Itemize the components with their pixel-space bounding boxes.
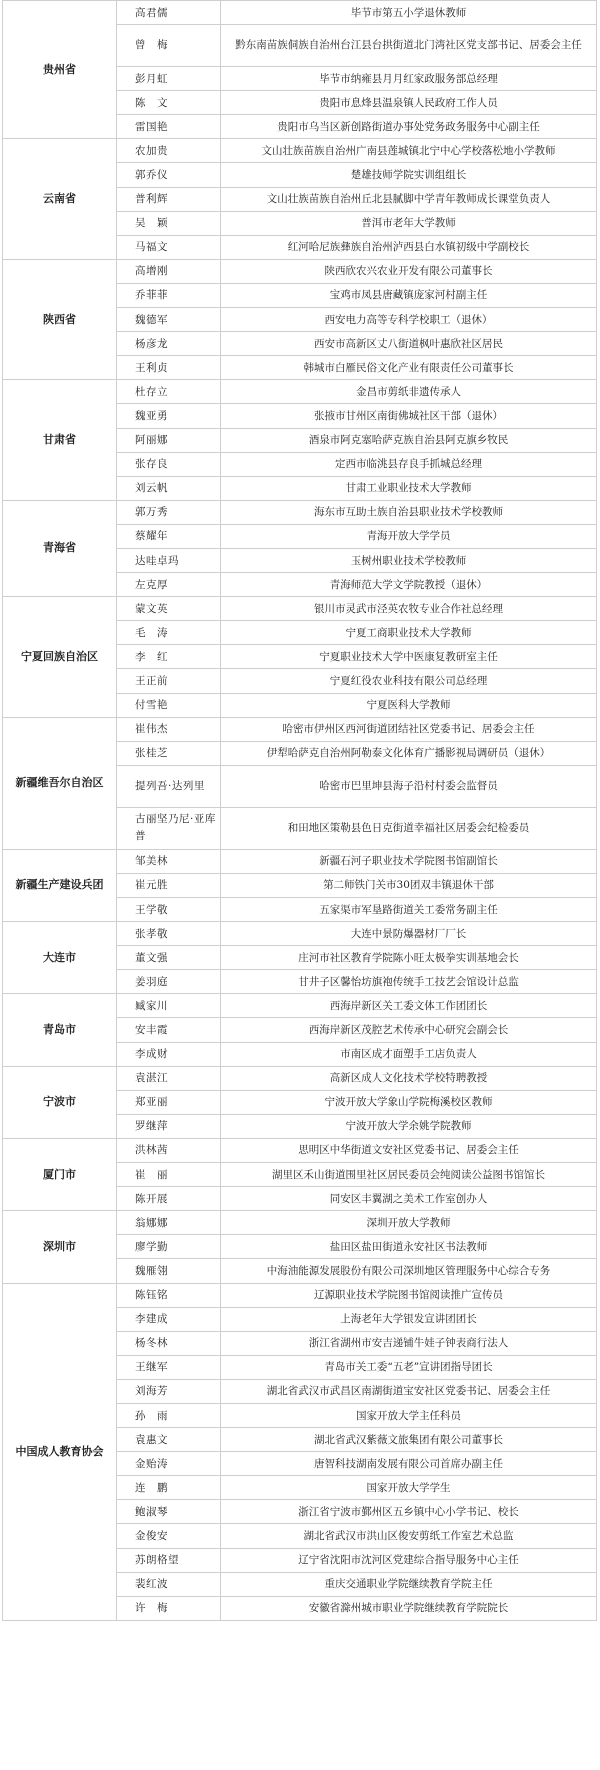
- person-name-cell: 罗继萍: [117, 1114, 221, 1138]
- person-name-cell: 安丰霞: [117, 1018, 221, 1042]
- region-cell: 大连市: [3, 922, 117, 994]
- region-cell: 宁夏回族自治区: [3, 597, 117, 717]
- person-name-cell: 阿丽娜: [117, 428, 221, 452]
- person-name-cell: 农加贵: [117, 139, 221, 163]
- person-name-cell: 许 梅: [117, 1596, 221, 1620]
- unit-cell: 青海师范大学文学院教授（退休）: [221, 573, 597, 597]
- unit-cell: 宁夏医科大学教师: [221, 693, 597, 717]
- region-cell: 厦门市: [3, 1138, 117, 1210]
- unit-cell: 辽源职业技术学院图书馆阅读推广宣传员: [221, 1283, 597, 1307]
- region-cell: 新疆维吾尔自治区: [3, 717, 117, 849]
- unit-cell: 宁波开放大学余姚学院教师: [221, 1114, 597, 1138]
- person-name-cell: 蔡耀年: [117, 524, 221, 548]
- person-name-cell: 雷国艳: [117, 115, 221, 139]
- unit-cell: 国家开放大学学生: [221, 1476, 597, 1500]
- unit-cell: 毕节市第五小学退休教师: [221, 1, 597, 25]
- region-cell: 云南省: [3, 139, 117, 259]
- unit-cell: 浙江省湖州市安吉递铺牛娃子钟表商行法人: [221, 1331, 597, 1355]
- person-name-cell: 鲍淑琴: [117, 1500, 221, 1524]
- person-name-cell: 邹美林: [117, 849, 221, 873]
- unit-cell: 湖里区禾山街道围里社区居民委员会纯阅读公益图书馆馆长: [221, 1163, 597, 1187]
- unit-cell: 韩城市白雁民俗文化产业有限责任公司董事长: [221, 356, 597, 380]
- unit-cell: 陕西欣农兴农业开发有限公司董事长: [221, 259, 597, 283]
- person-name-cell: 臧家川: [117, 994, 221, 1018]
- unit-cell: 海东市互助土族自治县职业技术学校教师: [221, 500, 597, 524]
- person-name-cell: 李 红: [117, 645, 221, 669]
- person-name-cell: 高君儒: [117, 1, 221, 25]
- person-name-cell: 张孝敬: [117, 922, 221, 946]
- person-name-cell: 杨冬林: [117, 1331, 221, 1355]
- table-row: [3, 1138, 597, 1162]
- unit-cell: 宁夏职业技术大学中医康复教研室主任: [221, 645, 597, 669]
- unit-cell: 西安市高新区丈八街道枫叶惠欣社区居民: [221, 332, 597, 356]
- unit-cell: 深圳开放大学教师: [221, 1211, 597, 1235]
- person-name-cell: 姜羽庭: [117, 970, 221, 994]
- person-name-cell: 杨彦龙: [117, 332, 221, 356]
- unit-cell: 新疆石河子职业技术学院图书馆副馆长: [221, 849, 597, 873]
- unit-cell: 青岛市关工委“五老”宣讲团指导团长: [221, 1355, 597, 1379]
- person-name-cell: 左克厚: [117, 573, 221, 597]
- person-name-cell: 崔伟杰: [117, 717, 221, 741]
- unit-cell: 甘井子区馨怡坊旗袍传统手工技艺会馆设计总监: [221, 970, 597, 994]
- person-name-cell: 苏朗格望: [117, 1548, 221, 1572]
- person-name-cell: 蒙文英: [117, 597, 221, 621]
- region-cell: 深圳市: [3, 1211, 117, 1283]
- region-cell: 陕西省: [3, 259, 117, 379]
- person-name-cell: 李成财: [117, 1042, 221, 1066]
- person-name-cell: 普利辉: [117, 187, 221, 211]
- table-row: [3, 922, 597, 946]
- unit-cell: 唐智科技湖南发展有限公司首席办副主任: [221, 1452, 597, 1476]
- unit-cell: 和田地区策勒县色日克街道幸福社区居委会纪检委员: [221, 807, 597, 849]
- unit-cell: 上海老年大学银发宣讲团团长: [221, 1307, 597, 1331]
- person-name-cell: 裴红波: [117, 1572, 221, 1596]
- unit-cell: 哈密市巴里坤县海子沿村村委会监督员: [221, 765, 597, 807]
- unit-cell: 金昌市剪纸非遗传承人: [221, 380, 597, 404]
- unit-cell: 西海岸新区茂腔艺术传承中心研究会副会长: [221, 1018, 597, 1042]
- table-row: [3, 994, 597, 1018]
- unit-cell: 酒泉市阿克塞哈萨克族自治县阿克旗乡牧民: [221, 428, 597, 452]
- unit-cell: 楚雄技师学院实训组组长: [221, 163, 597, 187]
- person-name-cell: 杜存立: [117, 380, 221, 404]
- region-cell: 青海省: [3, 500, 117, 596]
- table-row: [3, 1211, 597, 1235]
- person-name-cell: 袁湛江: [117, 1066, 221, 1090]
- table-row: [3, 1066, 597, 1090]
- person-name-cell: 郑亚丽: [117, 1090, 221, 1114]
- unit-cell: 第二师铁门关市30团双丰镇退休干部: [221, 873, 597, 897]
- person-name-cell: 孙 雨: [117, 1403, 221, 1427]
- person-name-cell: 达哇卓玛: [117, 548, 221, 572]
- unit-cell: 哈密市伊州区西河街道团结社区党委书记、居委会主任: [221, 717, 597, 741]
- unit-cell: 伊犁哈萨克自治州阿勒泰文化体育广播影视局调研员（退休）: [221, 741, 597, 765]
- table-row: [3, 1, 597, 25]
- person-name-cell: 付雪艳: [117, 693, 221, 717]
- unit-cell: 安徽省滁州城市职业学院继续教育学院院长: [221, 1596, 597, 1620]
- unit-cell: 浙江省宁波市鄞州区五乡镇中心小学书记、校长: [221, 1500, 597, 1524]
- person-name-cell: 王继军: [117, 1355, 221, 1379]
- unit-cell: 青海开放大学学员: [221, 524, 597, 548]
- unit-cell: 国家开放大学主任科员: [221, 1403, 597, 1427]
- person-name-cell: 魏雁翎: [117, 1259, 221, 1283]
- unit-cell: 高新区成人文化技术学校特聘教授: [221, 1066, 597, 1090]
- person-name-cell: 金俊安: [117, 1524, 221, 1548]
- person-name-cell: 曾 梅: [117, 25, 221, 67]
- region-cell: 宁波市: [3, 1066, 117, 1138]
- person-name-cell: 郭万秀: [117, 500, 221, 524]
- unit-cell: 大连中景防爆器材厂厂长: [221, 922, 597, 946]
- unit-cell: 五家渠市军垦路街道关工委常务副主任: [221, 898, 597, 922]
- unit-cell: 红河哈尼族彝族自治州泸西县白水镇初级中学副校长: [221, 235, 597, 259]
- table-row: [3, 717, 597, 741]
- unit-cell: 玉树州职业技术学校教师: [221, 548, 597, 572]
- unit-cell: 黔东南苗族侗族自治州台江县台拱街道北门湾社区党支部书记、居委会主任: [221, 25, 597, 67]
- region-cell: 贵州省: [3, 1, 117, 139]
- person-name-cell: 张桂芝: [117, 741, 221, 765]
- person-name-cell: 魏亚勇: [117, 404, 221, 428]
- person-name-cell: 翁娜娜: [117, 1211, 221, 1235]
- person-name-cell: 陈开展: [117, 1187, 221, 1211]
- unit-cell: 甘肃工业职业技术大学教师: [221, 476, 597, 500]
- award-list-table: [2, 0, 597, 1621]
- person-name-cell: 郭乔仪: [117, 163, 221, 187]
- table-row: [3, 597, 597, 621]
- table-row: [3, 259, 597, 283]
- person-name-cell: 古丽坚乃尼·亚库普: [117, 807, 221, 849]
- person-name-cell: 王正前: [117, 669, 221, 693]
- unit-cell: 宁夏工商职业技术大学教师: [221, 621, 597, 645]
- person-name-cell: 廖学勤: [117, 1235, 221, 1259]
- unit-cell: 中海油能源发展股份有限公司深圳地区管理服务中心综合专务: [221, 1259, 597, 1283]
- person-name-cell: 刘海芳: [117, 1379, 221, 1403]
- person-name-cell: 高增刚: [117, 259, 221, 283]
- unit-cell: 贵阳市乌当区新创路街道办事处党务政务服务中心副主任: [221, 115, 597, 139]
- region-cell: 中国成人教育协会: [3, 1283, 117, 1620]
- person-name-cell: 洪林茜: [117, 1138, 221, 1162]
- person-name-cell: 金贻涛: [117, 1452, 221, 1476]
- person-name-cell: 张存良: [117, 452, 221, 476]
- person-name-cell: 董文强: [117, 946, 221, 970]
- region-cell: 甘肃省: [3, 380, 117, 500]
- person-name-cell: 马福文: [117, 235, 221, 259]
- unit-cell: 市南区成才面塑手工店负责人: [221, 1042, 597, 1066]
- unit-cell: 庄河市社区教育学院陈小旺太极拳实训基地会长: [221, 946, 597, 970]
- person-name-cell: 陈 文: [117, 91, 221, 115]
- person-name-cell: 刘云帆: [117, 476, 221, 500]
- unit-cell: 宝鸡市凤县唐藏镇庞家河村副主任: [221, 283, 597, 307]
- person-name-cell: 崔元胜: [117, 873, 221, 897]
- person-name-cell: 毛 涛: [117, 621, 221, 645]
- unit-cell: 湖北省武汉紫薇文旅集团有限公司董事长: [221, 1428, 597, 1452]
- person-name-cell: 彭月虹: [117, 67, 221, 91]
- unit-cell: 贵阳市息烽县温泉镇人民政府工作人员: [221, 91, 597, 115]
- unit-cell: 文山壮族苗族自治州丘北县腻脚中学青年教师成长课堂负责人: [221, 187, 597, 211]
- person-name-cell: 乔菲菲: [117, 283, 221, 307]
- unit-cell: 银川市灵武市泾英农牧专业合作社总经理: [221, 597, 597, 621]
- person-name-cell: 崔 丽: [117, 1163, 221, 1187]
- unit-cell: 定西市临洮县存良手抓城总经理: [221, 452, 597, 476]
- region-cell: 青岛市: [3, 994, 117, 1066]
- unit-cell: 思明区中华街道文安社区党委书记、居委会主任: [221, 1138, 597, 1162]
- table-row: [3, 139, 597, 163]
- region-cell: 新疆生产建设兵团: [3, 849, 117, 921]
- person-name-cell: 连 鹏: [117, 1476, 221, 1500]
- unit-cell: 普洱市老年大学教师: [221, 211, 597, 235]
- person-name-cell: 魏德军: [117, 308, 221, 332]
- unit-cell: 文山壮族苗族自治州广南县莲城镇北宁中心学校落松地小学教师: [221, 139, 597, 163]
- unit-cell: 湖北省武汉市武昌区南湖街道宝安社区党委书记、居委会主任: [221, 1379, 597, 1403]
- person-name-cell: 提列吾·达列里: [117, 765, 221, 807]
- unit-cell: 张掖市甘州区南街佛城社区干部（退休）: [221, 404, 597, 428]
- unit-cell: 湖北省武汉市洪山区俊安剪纸工作室艺术总监: [221, 1524, 597, 1548]
- table-body: [3, 1, 597, 1621]
- person-name-cell: 陈钰铭: [117, 1283, 221, 1307]
- unit-cell: 重庆交通职业学院继续教育学院主任: [221, 1572, 597, 1596]
- person-name-cell: 李建成: [117, 1307, 221, 1331]
- table-row: [3, 849, 597, 873]
- person-name-cell: 王学敬: [117, 898, 221, 922]
- unit-cell: 毕节市纳雍县月月红家政服务部总经理: [221, 67, 597, 91]
- unit-cell: 宁波开放大学象山学院梅溪校区教师: [221, 1090, 597, 1114]
- unit-cell: 同安区丰翼湖之美术工作室创办人: [221, 1187, 597, 1211]
- unit-cell: 西海岸新区关工委文体工作团团长: [221, 994, 597, 1018]
- unit-cell: 辽宁省沈阳市沈河区党建综合指导服务中心主任: [221, 1548, 597, 1572]
- person-name-cell: 袁惠文: [117, 1428, 221, 1452]
- table-row: [3, 500, 597, 524]
- unit-cell: 宁夏红役农业科技有限公司总经理: [221, 669, 597, 693]
- table-row: [3, 1283, 597, 1307]
- person-name-cell: 吴 颖: [117, 211, 221, 235]
- unit-cell: 盐田区盐田街道永安社区书法教师: [221, 1235, 597, 1259]
- unit-cell: 西安电力高等专科学校职工（退休）: [221, 308, 597, 332]
- person-name-cell: 王利贞: [117, 356, 221, 380]
- table-row: [3, 380, 597, 404]
